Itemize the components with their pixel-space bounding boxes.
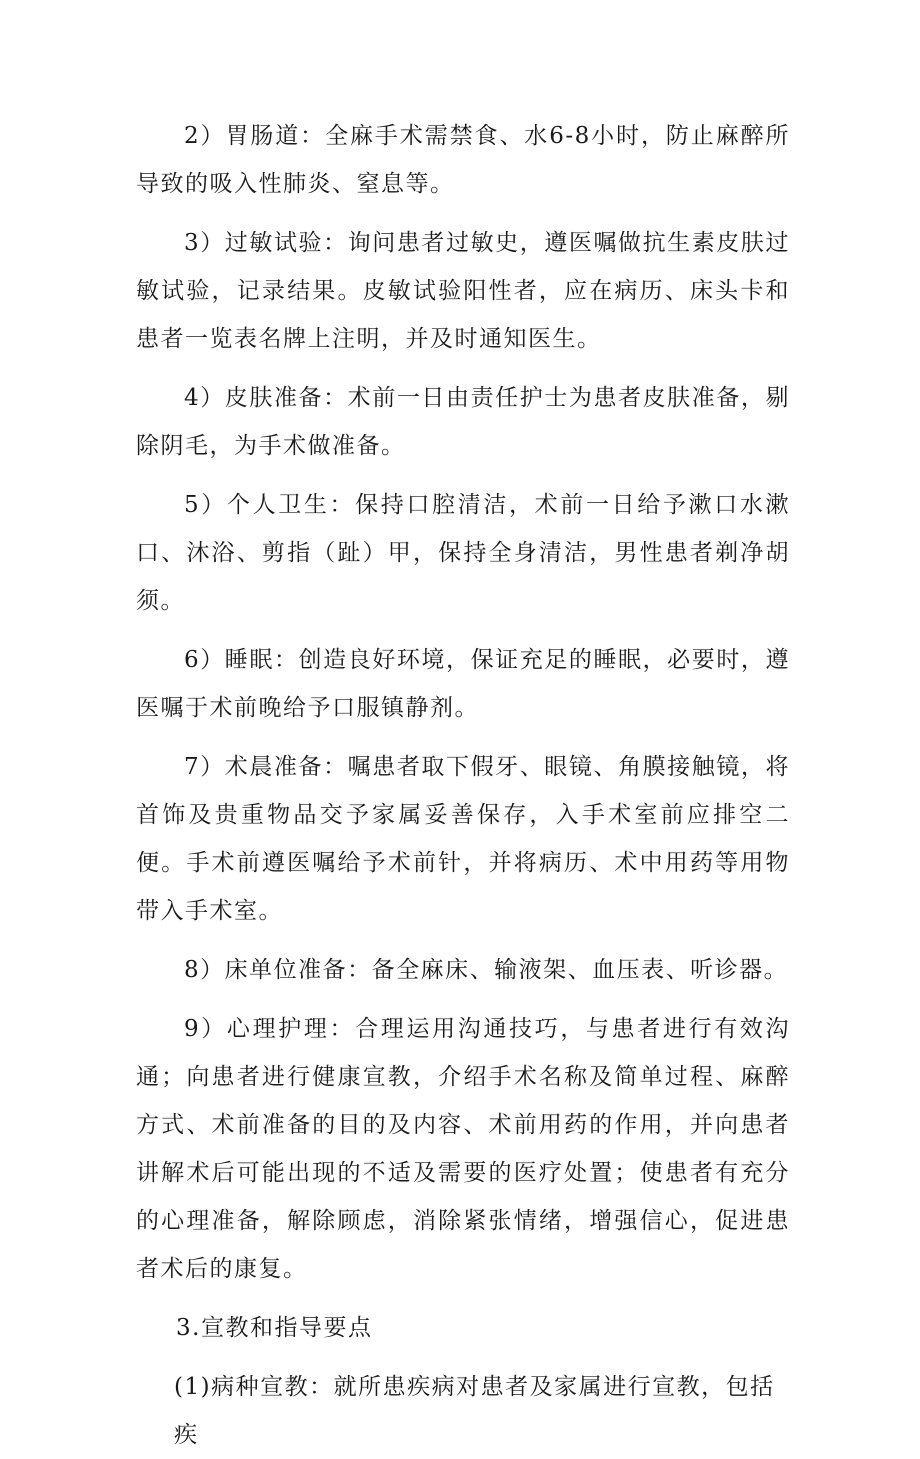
section-heading: 3.宣教和指导要点 (176, 1315, 373, 1341)
document-body (136, 112, 790, 1459)
paragraph-psychological-care: 9）心理护理：合理运用沟通技巧，与患者进行有效沟通；向患者进行健康宣教，介绍手术名称及简单过程、麻醉方式、术前准备的目的及内容、术前用药的作用，并向患者讲解术后可能出现的不适及需要的医疗处置；使患者有充分的心理准备，解除顾虑，消除紧张情绪，增强信心，促进患者术后的康复。 (136, 1016, 790, 1282)
paragraph-allergy-test: 3）过敏试验：询问患者过敏史，遵医嘱做抗生素皮肤过敏试验，记录结果。皮敏试验阳性者，应在病历、床头卡和患者一览表名牌上注明，并及时通知医生。 (136, 230, 790, 352)
paragraph-bed-preparation: 8）床单位准备：备全麻床、输液架、血压表、听诊器。 (184, 957, 789, 983)
paragraph-gastrointestinal: 2）胃肠道：全麻手术需禁食、水6-8小时，防止麻醉所导致的吸入性肺炎、窒息等。 (136, 123, 790, 197)
sub-item-disease-education: (1)病种宣教：就所患疾病对患者及家属进行宣教，包括疾 (174, 1374, 775, 1448)
paragraph-skin-preparation: 4）皮肤准备：术前一日由责任护士为患者皮肤准备，剔除阴毛，为手术做准备。 (136, 385, 790, 459)
paragraph-personal-hygiene: 5）个人卫生：保持口腔清洁，术前一日给予漱口水漱口、沐浴、剪指（趾）甲，保持全身清洁，男性患者剃净胡须。 (136, 492, 790, 614)
paragraph-sleep: 6）睡眠：创造良好环境，保证充足的睡眠，必要时，遵医嘱于术前晚给予口服镇静剂。 (136, 647, 790, 721)
paragraph-morning-preparation: 7）术晨准备：嘱患者取下假牙、眼镜、角膜接触镜，将首饰及贵重物品交予家属妥善保存，入手术室前应排空二便。手术前遵医嘱给予术前针，并将病历、术中用药等用物带入手术室。 (136, 754, 790, 924)
